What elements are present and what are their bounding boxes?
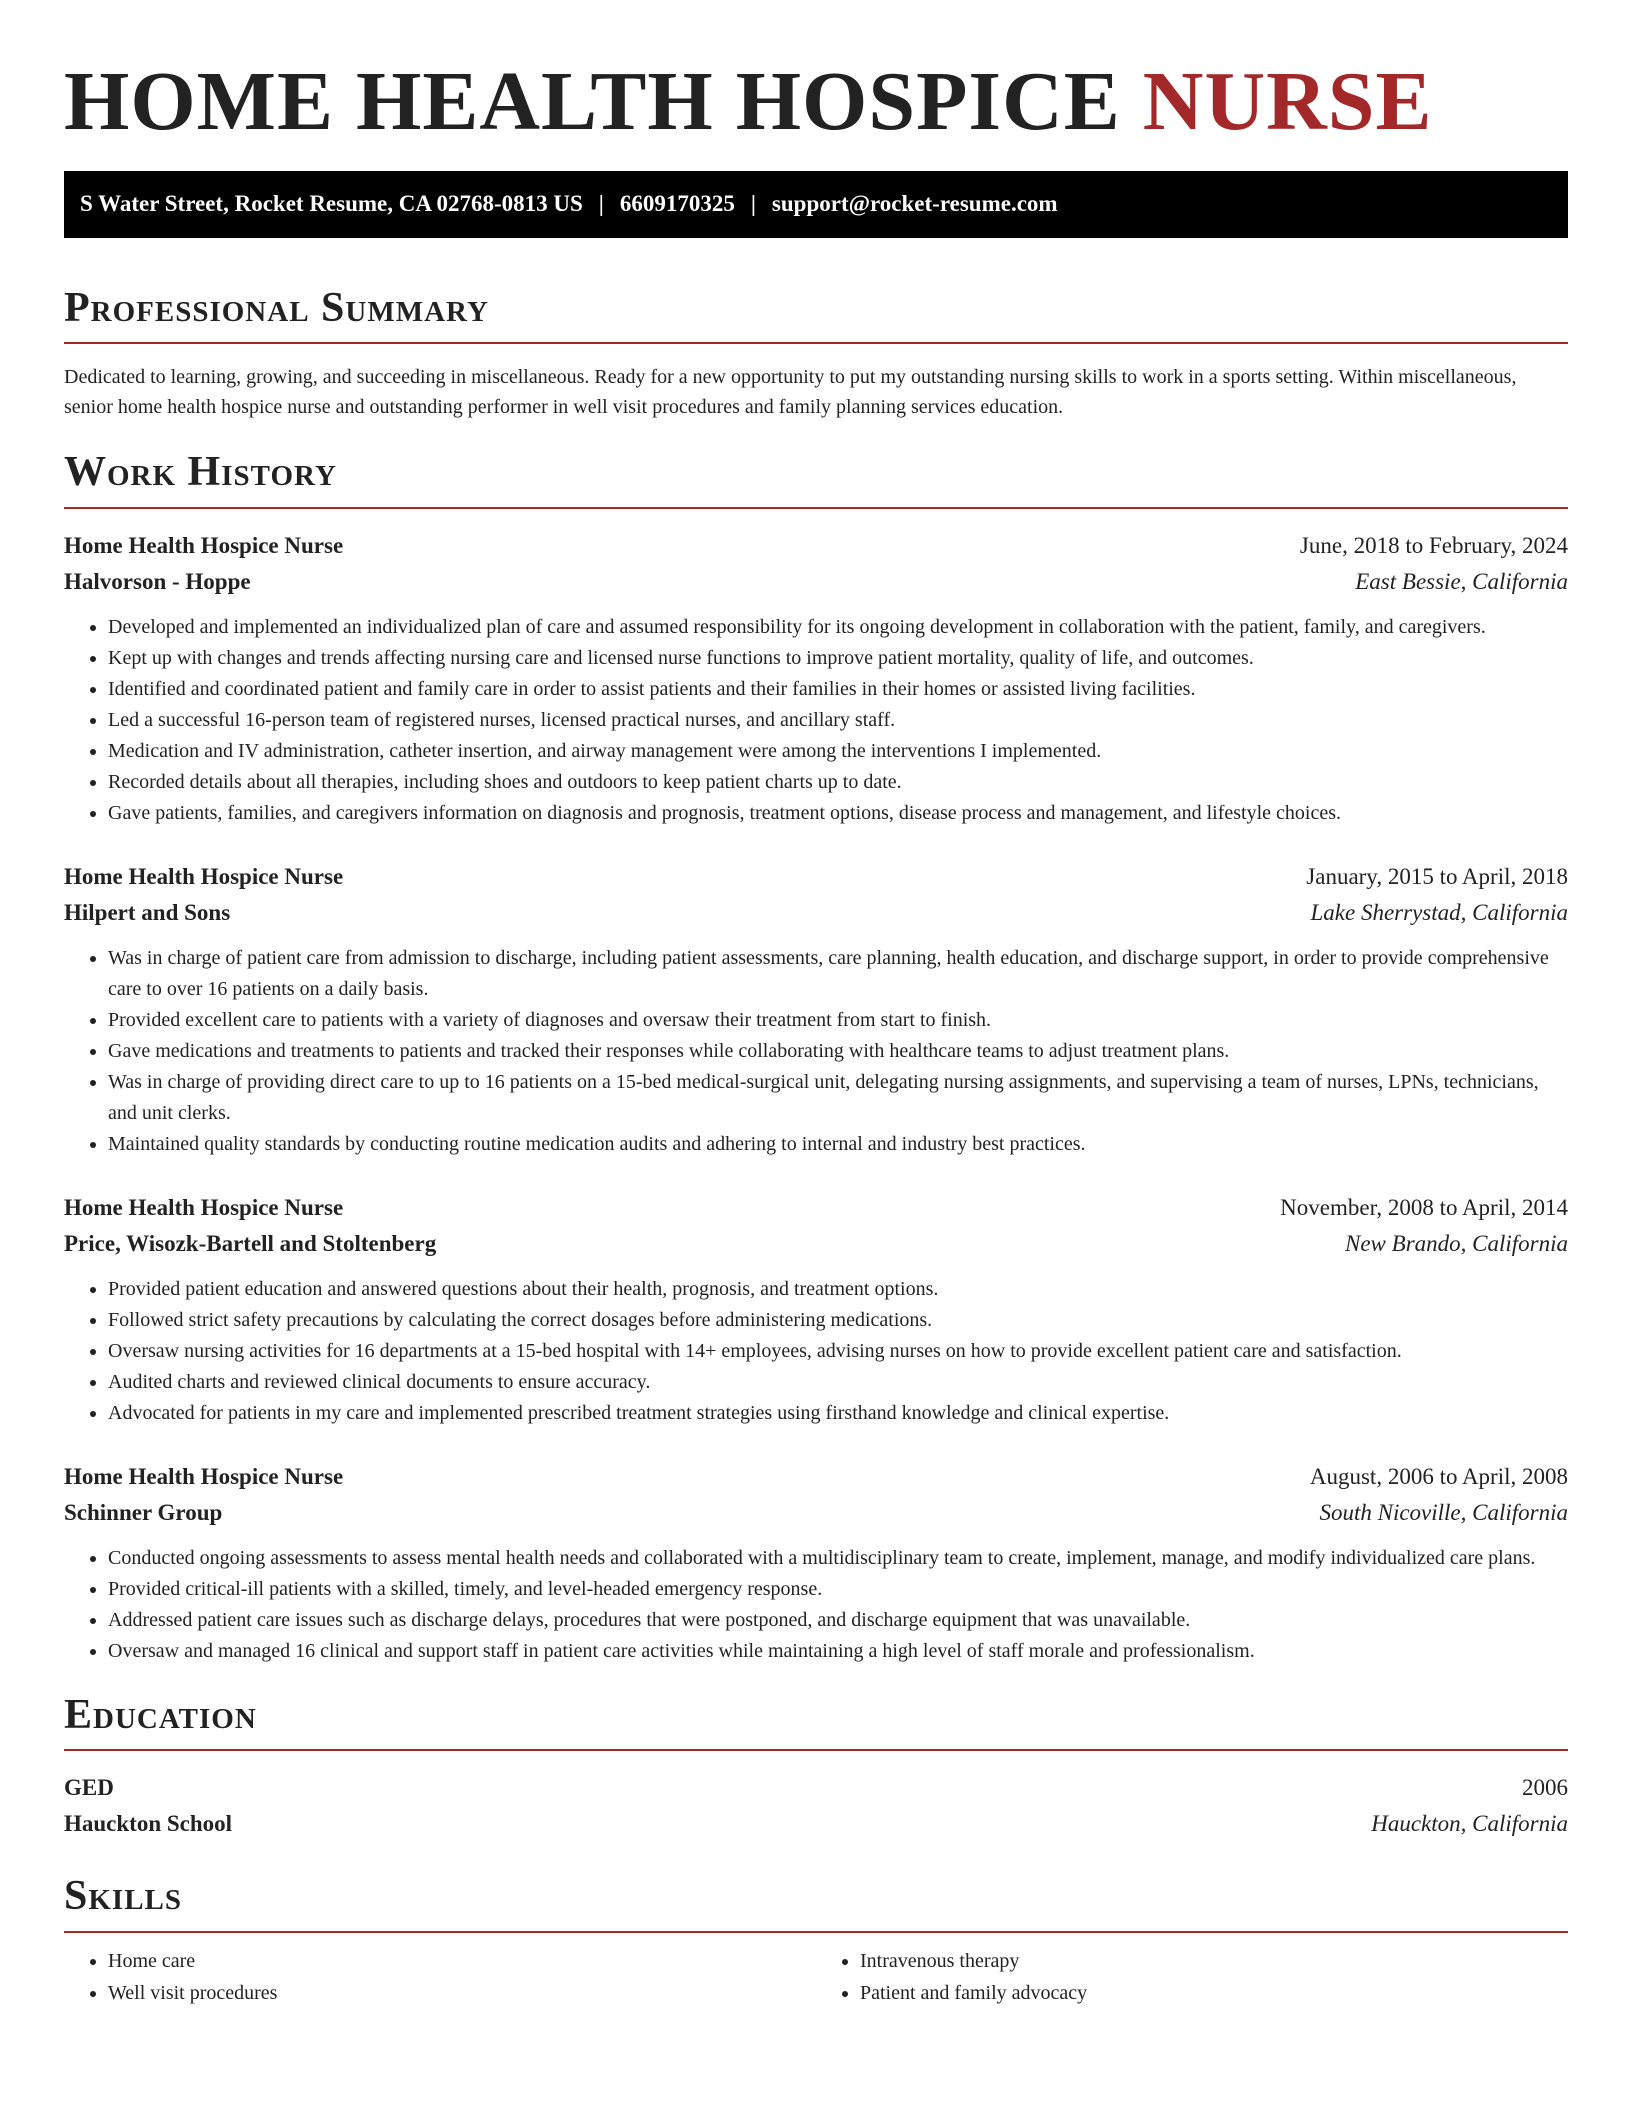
job-entry xyxy=(64,1459,1568,1667)
contact-phone: 6609170325 xyxy=(619,191,735,217)
resume-name xyxy=(64,52,1568,153)
job-title-row xyxy=(64,528,1568,564)
job-location: New Brando, California xyxy=(1345,1230,1568,1256)
work-history-heading: Work History xyxy=(64,446,1568,509)
job-bullet: • Provided patient education and answered questions about their health, prognosis, and treatment options. xyxy=(108,1274,1568,1305)
name-main: HOME HEALTH HOSPICE xyxy=(64,55,1121,148)
job-bullet: • Conducted ongoing assessments to assess mental health needs and collaborated with a multidisciplinary team to create, implement, manage, and modify individualized care plans. xyxy=(108,1543,1568,1574)
job-bullet: • Gave patients, families, and caregivers information on diagnosis and prognosis, treatment options, disease process and management, and lifestyle choices. xyxy=(108,798,1568,829)
job-company-row xyxy=(64,1495,1568,1531)
work-history-section xyxy=(64,446,1568,1667)
education-location: Hauckton, California xyxy=(1371,1811,1568,1837)
skills-grid xyxy=(64,1945,1568,2009)
job-company: Hilpert and Sons xyxy=(64,899,231,925)
education-degree: GED xyxy=(64,1775,114,1801)
job-bullet: • Oversaw nursing activities for 16 departments at a 15-bed hospital with 14+ employees, advising nurses on how to provide excellent patient care and satisfaction. xyxy=(108,1336,1568,1367)
job-dates: November, 2008 to April, 2014 xyxy=(1280,1194,1568,1220)
job-bullet: • Identified and coordinated patient and family care in order to assist patients and their families in their homes or assisted living facilities. xyxy=(108,674,1568,705)
summary-heading: Professional Summary xyxy=(64,282,1568,345)
summary-text: Dedicated to learning, growing, and succeeding in miscellaneous. Ready for a new opportunity to put my outstanding nursing skills to work in a sports setting. Within miscellaneous, senior home health hospice nurse and outstanding performer in well visit procedures and family planning services education. xyxy=(64,366,1517,419)
job-entry xyxy=(64,859,1568,1160)
job-company: Halvorson - Hoppe xyxy=(64,568,251,594)
job-bullet: • Gave medications and treatments to patients and tracked their responses while collaborating with healthcare teams to adjust treatment plans. xyxy=(108,1036,1568,1067)
education-year: 2006 xyxy=(1522,1775,1568,1801)
job-bullet: • Provided excellent care to patients with a variety of diagnoses and oversaw their treatment from start to finish. xyxy=(108,1005,1568,1036)
skill-item: • Intravenous therapy xyxy=(860,1945,1568,1977)
education-entry xyxy=(64,1770,1568,1842)
job-entry xyxy=(64,528,1568,829)
job-bullet: • Kept up with changes and trends affecting nursing care and licensed nurse functions to improve patient mortality, quality of life, and outcomes. xyxy=(108,643,1568,674)
education-section xyxy=(64,1689,1568,1843)
skills-column-left xyxy=(64,1945,816,2009)
job-role: Home Health Hospice Nurse xyxy=(64,1194,344,1220)
skills-heading: Skills xyxy=(64,1870,1568,1933)
job-company-row xyxy=(64,1226,1568,1262)
summary-section xyxy=(64,282,1568,423)
contact-email: support@rocket-resume.com xyxy=(771,191,1058,217)
job-role: Home Health Hospice Nurse xyxy=(64,863,344,889)
contact-bar xyxy=(64,171,1568,238)
job-bullets xyxy=(64,1274,1568,1429)
job-company: Schinner Group xyxy=(64,1499,223,1525)
job-bullets xyxy=(64,1543,1568,1667)
skill-item: • Well visit procedures xyxy=(108,1977,816,2009)
education-school: Hauckton School xyxy=(64,1811,233,1837)
contact-address: S Water Street, Rocket Resume, CA 02768-0813 US xyxy=(80,191,583,217)
name-accent: NURSE xyxy=(1142,55,1433,148)
skills-section xyxy=(64,1870,1568,2009)
job-company-row xyxy=(64,564,1568,600)
job-company: Price, Wisozk-Bartell and Stoltenberg xyxy=(64,1230,437,1256)
job-bullet: • Maintained quality standards by conducting routine medication audits and adhering to internal and industry best practices. xyxy=(108,1129,1568,1160)
job-bullet: • Provided critical-ill patients with a skilled, timely, and level-headed emergency response. xyxy=(108,1574,1568,1605)
job-entry xyxy=(64,1190,1568,1429)
job-bullets xyxy=(64,612,1568,829)
skill-item: • Patient and family advocacy xyxy=(860,1977,1568,2009)
job-title-row xyxy=(64,1190,1568,1226)
education-school-row xyxy=(64,1806,1568,1842)
skill-item: • Home care xyxy=(108,1945,816,1977)
job-bullet: • Oversaw and managed 16 clinical and support staff in patient care activities while maintaining a high level of staff morale and professionalism. xyxy=(108,1636,1568,1667)
job-bullet: • Advocated for patients in my care and implemented prescribed treatment strategies using firsthand knowledge and clinical expertise. xyxy=(108,1398,1568,1429)
job-dates: June, 2018 to February, 2024 xyxy=(1299,532,1568,558)
job-bullet: • Recorded details about all therapies, including shoes and outdoors to keep patient charts up to date. xyxy=(108,767,1568,798)
job-bullet: • Developed and implemented an individualized plan of care and assumed responsibility for its ongoing development in collaboration with the patient, family, and caregivers. xyxy=(108,612,1568,643)
job-bullet: • Was in charge of patient care from admission to discharge, including patient assessments, care planning, health education, and discharge support, in order to provide comprehensive care to over 16 patients on a daily basis. xyxy=(108,943,1568,1005)
contact-separator: | xyxy=(750,191,756,217)
job-bullet: • Medication and IV administration, catheter insertion, and airway management were among the interventions I implemented. xyxy=(108,736,1568,767)
job-dates: January, 2015 to April, 2018 xyxy=(1306,863,1568,889)
job-bullets xyxy=(64,943,1568,1160)
job-bullet: • Was in charge of providing direct care to up to 16 patients on a 15-bed medical-surgical unit, delegating nursing assignments, and supervising a team of nurses, LPNs, technicians, and unit clerks. xyxy=(108,1067,1568,1129)
job-dates: August, 2006 to April, 2008 xyxy=(1309,1463,1568,1489)
job-location: Lake Sherrystad, California xyxy=(1310,899,1568,925)
contact-separator: | xyxy=(598,191,604,217)
education-degree-row xyxy=(64,1770,1568,1806)
job-title-row xyxy=(64,1459,1568,1495)
education-heading: Education xyxy=(64,1689,1568,1752)
job-bullet: • Audited charts and reviewed clinical documents to ensure accuracy. xyxy=(108,1367,1568,1398)
job-role: Home Health Hospice Nurse xyxy=(64,1463,344,1489)
job-title-row xyxy=(64,859,1568,895)
job-bullet: • Addressed patient care issues such as discharge delays, procedures that were postponed, and discharge equipment that was unavailable. xyxy=(108,1605,1568,1636)
job-role: Home Health Hospice Nurse xyxy=(64,532,344,558)
job-company-row xyxy=(64,895,1568,931)
job-location: South Nicoville, California xyxy=(1319,1499,1568,1525)
job-bullet: • Led a successful 16-person team of registered nurses, licensed practical nurses, and ancillary staff. xyxy=(108,705,1568,736)
skills-column-right xyxy=(816,1945,1568,2009)
job-bullet: • Followed strict safety precautions by calculating the correct dosages before administering medications. xyxy=(108,1305,1568,1336)
job-location: East Bessie, California xyxy=(1355,568,1568,594)
